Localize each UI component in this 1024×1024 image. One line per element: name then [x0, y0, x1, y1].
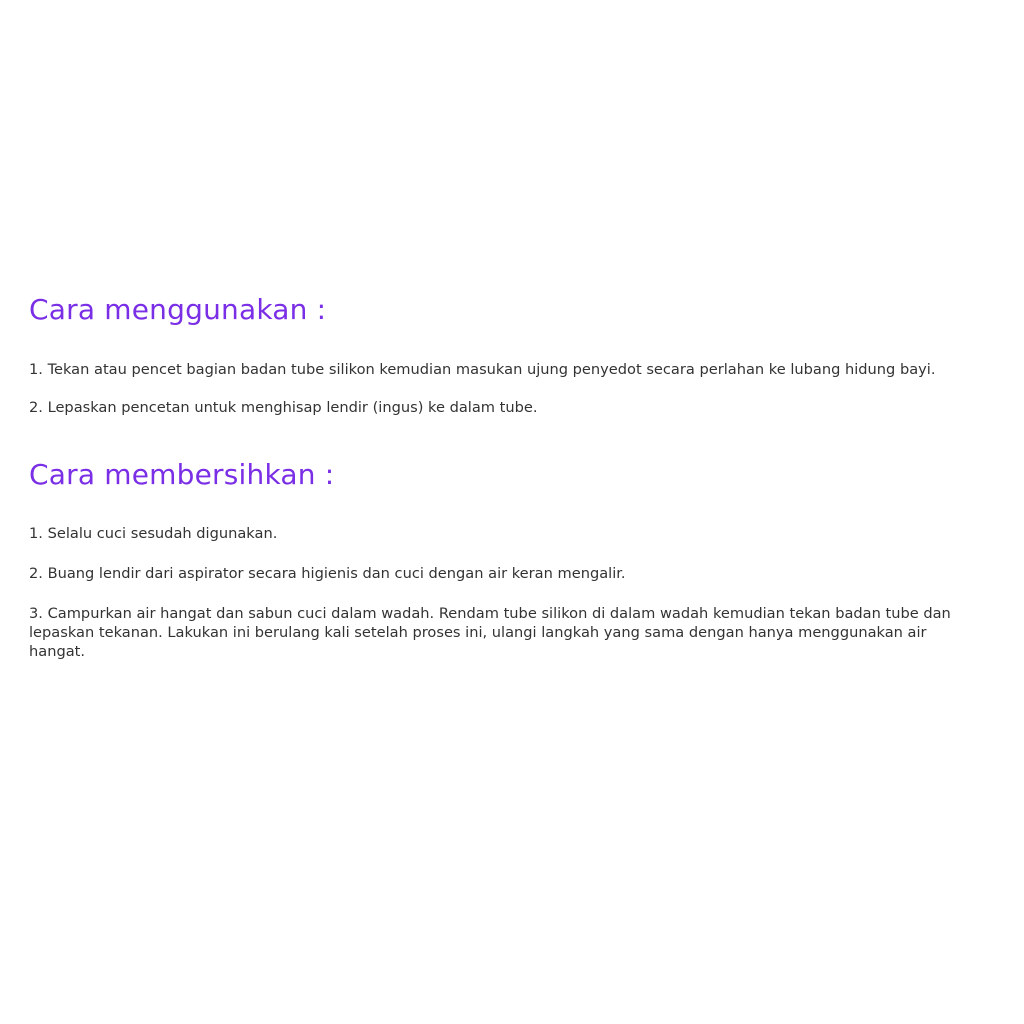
cleaning-step [29, 604, 969, 661]
step-number: 1. [29, 361, 43, 378]
usage-heading: Cara menggunakan : [29, 293, 327, 326]
step-number: 1. [29, 525, 43, 542]
usage-step [29, 360, 969, 379]
instructions-document [29, 290, 969, 661]
cleaning-step [29, 524, 969, 543]
step-text: Selalu cuci sesudah digunakan. [47, 525, 278, 542]
usage-section [29, 290, 969, 417]
usage-step [29, 398, 969, 417]
cleaning-section [29, 455, 969, 661]
step-text: Tekan atau pencet bagian badan tube silikon kemudian masukan ujung penyedot secara perlahan ke lubang hidung bayi. [47, 361, 936, 378]
step-number: 2. [29, 399, 43, 416]
step-text: Lepaskan pencetan untuk menghisap lendir (ingus) ke dalam tube. [47, 399, 538, 416]
cleaning-steps-list [29, 524, 969, 661]
cleaning-step [29, 564, 969, 583]
step-text: Campurkan air hangat dan sabun cuci dalam wadah. Rendam tube silikon di dalam wadah kemudian tekan badan tube dan lepaskan tekanan. Lakukan ini berulang kali setelah proses ini, ulangi langkah yang sama dengan hanya menggunakan air hangat. [29, 605, 951, 660]
step-number: 3. [29, 605, 43, 622]
step-text: Buang lendir dari aspirator secara higienis dan cuci dengan air keran mengalir. [47, 565, 626, 582]
step-number: 2. [29, 565, 43, 582]
cleaning-heading: Cara membersihkan : [29, 458, 335, 491]
usage-steps-list [29, 360, 969, 417]
